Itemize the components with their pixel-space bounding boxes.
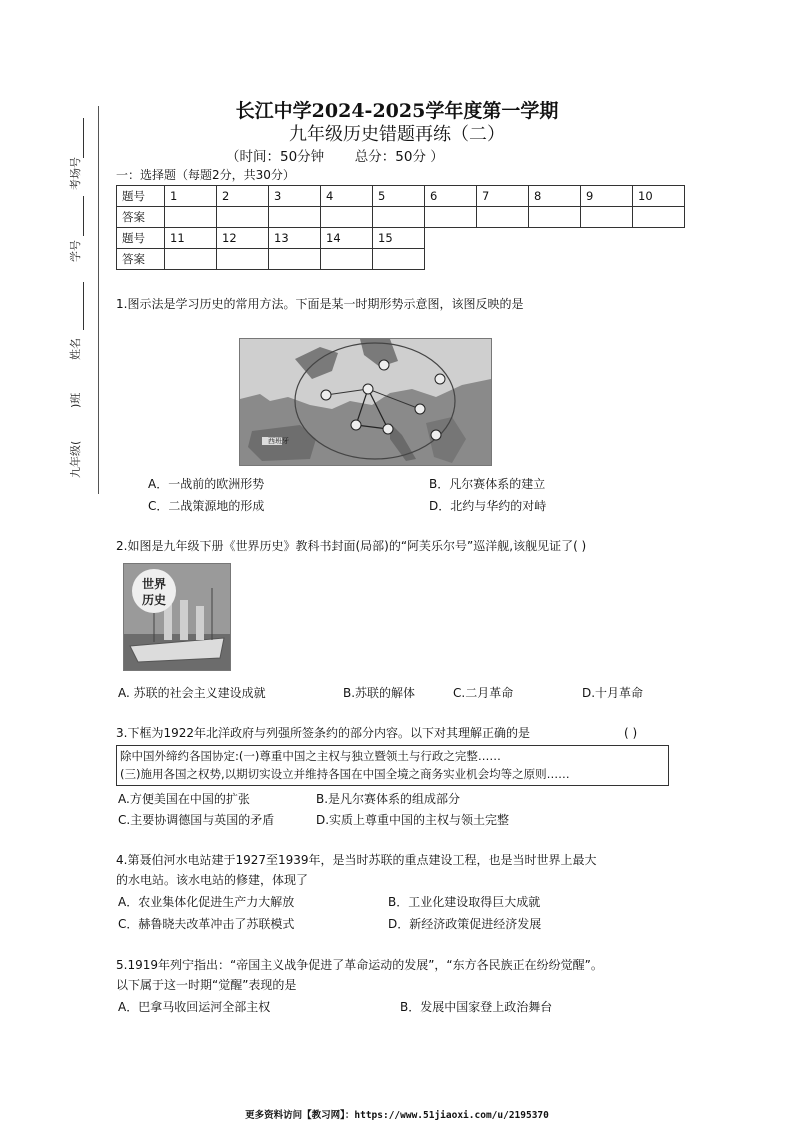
europe-map-figure bbox=[239, 338, 492, 466]
table-row bbox=[117, 249, 685, 270]
table-row bbox=[117, 207, 685, 228]
answer-cell[interactable] bbox=[321, 207, 373, 228]
student-no-blank[interactable] bbox=[83, 196, 84, 236]
question-5-stem-line2: 以下属于这一时期“觉醒”表现的是 bbox=[116, 978, 297, 992]
table-cell: 15 bbox=[373, 228, 425, 249]
answer-cell[interactable] bbox=[165, 249, 217, 270]
answer-cell[interactable] bbox=[269, 207, 321, 228]
answer-cell[interactable] bbox=[529, 207, 581, 228]
answer-cell[interactable] bbox=[581, 207, 633, 228]
table-cell: 答案 bbox=[117, 207, 165, 228]
student-no-label: 学号 bbox=[69, 240, 82, 262]
cover-title-line1: 世界 bbox=[141, 577, 167, 591]
name-label: 姓名 bbox=[69, 338, 82, 360]
question-1-option-c[interactable]: C．二战策源地的形成 bbox=[148, 499, 265, 513]
table-cell: 9 bbox=[581, 186, 633, 207]
binding-line bbox=[98, 106, 99, 494]
score-text: 总分：50分 ） bbox=[354, 149, 444, 165]
question-4-option-a[interactable]: A．农业集体化促进生产力大解放 bbox=[118, 895, 295, 909]
name-blank[interactable] bbox=[83, 282, 84, 330]
answer-cell[interactable] bbox=[477, 207, 529, 228]
answer-cell[interactable] bbox=[217, 249, 269, 270]
question-3-answer-paren: ( ) bbox=[624, 726, 638, 740]
question-3-option-c[interactable]: C.主要协调德国与英国的矛盾 bbox=[118, 813, 275, 827]
question-1-option-a[interactable]: A．一战前的欧洲形势 bbox=[148, 477, 265, 491]
exam-room-label: 考场号 bbox=[69, 157, 82, 190]
answer-cell[interactable] bbox=[269, 249, 321, 270]
answer-cell[interactable] bbox=[165, 207, 217, 228]
question-4-option-b[interactable]: B．工业化建设取得巨大成就 bbox=[388, 895, 541, 909]
answer-cell[interactable] bbox=[321, 249, 373, 270]
class-label: )班 bbox=[69, 392, 82, 408]
document-subtitle: 九年级历史错题再练（二） bbox=[289, 124, 505, 145]
map-label-spain: 西班牙 bbox=[268, 437, 289, 445]
table-cell: 2 bbox=[217, 186, 269, 207]
table-cell: 13 bbox=[269, 228, 321, 249]
question-4-option-d[interactable]: D．新经济政策促进经济发展 bbox=[388, 917, 542, 931]
table-cell: 题号 bbox=[117, 186, 165, 207]
question-5-option-a[interactable]: A．巴拿马收回运河全部主权 bbox=[118, 1000, 271, 1014]
table-cell: 3 bbox=[269, 186, 321, 207]
europe-map bbox=[240, 339, 491, 465]
table-row bbox=[117, 228, 685, 249]
section-heading: 一：选择题（每题2分，共30分） bbox=[116, 168, 295, 182]
table-cell: 5 bbox=[373, 186, 425, 207]
exam-info bbox=[226, 145, 444, 165]
question-4-option-c[interactable]: C．赫鲁晓夫改革冲击了苏联模式 bbox=[118, 917, 295, 931]
document-title: 长江中学2024-2025学年度第一学期 bbox=[235, 100, 559, 122]
question-2-option-c[interactable]: C.二月革命 bbox=[453, 686, 514, 700]
question-1-option-d[interactable]: D．北约与华约的对峙 bbox=[429, 499, 547, 513]
table-cell: 11 bbox=[165, 228, 217, 249]
question-3-stem: 3.下框为1922年北洋政府与列强所签条约的部分内容。以下对其理解正确的是 bbox=[116, 726, 530, 740]
question-2-option-b[interactable]: B.苏联的解体 bbox=[343, 686, 416, 700]
textbook-cover-figure bbox=[123, 563, 231, 671]
answer-cell[interactable] bbox=[373, 249, 425, 270]
table-cell: 答案 bbox=[117, 249, 165, 270]
cruiser-image bbox=[124, 564, 230, 670]
table-cell: 6 bbox=[425, 186, 477, 207]
answer-cell[interactable] bbox=[373, 207, 425, 228]
table-cell: 题号 bbox=[117, 228, 165, 249]
question-4-stem-line1: 4.第聂伯河水电站建于1927至1939年，是当时苏联的重点建设工程，也是当时世界上最大 bbox=[116, 853, 597, 867]
answer-cell[interactable] bbox=[217, 207, 269, 228]
time-text: （时间：50分钟 bbox=[226, 149, 325, 165]
treaty-line-1: 除中国外缔约各国协定:(一)尊重中国之主权与独立暨领土与行政之完整…… bbox=[120, 749, 501, 763]
table-row bbox=[117, 186, 685, 207]
table-cell: 14 bbox=[321, 228, 373, 249]
answer-table bbox=[116, 185, 685, 270]
question-2-option-a[interactable]: A. 苏联的社会主义建设成就 bbox=[118, 686, 266, 700]
answer-cell[interactable] bbox=[633, 207, 685, 228]
question-5-option-b[interactable]: B．发展中国家登上政治舞台 bbox=[400, 1000, 553, 1014]
footer-link[interactable]: 更多资料访问【教习网】：https://www.51jiaoxi.com/u/2195370 bbox=[245, 1110, 549, 1121]
question-2-stem: 2.如图是九年级下册《世界历史》教科书封面(局部)的“阿芙乐尔号”巡洋舰,该舰见证了( ) bbox=[116, 539, 587, 553]
table-cell: 4 bbox=[321, 186, 373, 207]
question-1-option-b[interactable]: B．凡尔赛体系的建立 bbox=[429, 477, 546, 491]
table-cell: 1 bbox=[165, 186, 217, 207]
table-cell: 7 bbox=[477, 186, 529, 207]
question-2-option-d[interactable]: D.十月革命 bbox=[582, 686, 644, 700]
question-4-stem-line2: 的水电站。该水电站的修建，体现了 bbox=[116, 873, 309, 887]
question-3-option-d[interactable]: D.实质上尊重中国的主权与领土完整 bbox=[316, 813, 510, 827]
grade-label: 九年级( bbox=[69, 440, 82, 478]
table-cell: 12 bbox=[217, 228, 269, 249]
question-5-stem-line1: 5.1919年列宁指出：“帝国主义战争促进了革命运动的发展”，“东方各民族正在纷纷觉醒”。 bbox=[116, 958, 603, 972]
cover-title-line2: 历史 bbox=[141, 593, 167, 607]
question-1-stem: 1.图示法是学习历史的常用方法。下面是某一时期形势示意图，该图反映的是 bbox=[116, 297, 524, 311]
question-3-option-b[interactable]: B.是凡尔赛体系的组成部分 bbox=[316, 792, 461, 806]
treaty-excerpt-box bbox=[116, 745, 669, 786]
treaty-line-2: (三)施用各国之权势,以期切实设立并维持各国在中国全境之商务实业机会均等之原则…… bbox=[120, 767, 570, 781]
answer-cell[interactable] bbox=[425, 207, 477, 228]
table-cell: 8 bbox=[529, 186, 581, 207]
table-cell: 10 bbox=[633, 186, 685, 207]
question-3-option-a[interactable]: A.方便美国在中国的扩张 bbox=[118, 792, 250, 806]
